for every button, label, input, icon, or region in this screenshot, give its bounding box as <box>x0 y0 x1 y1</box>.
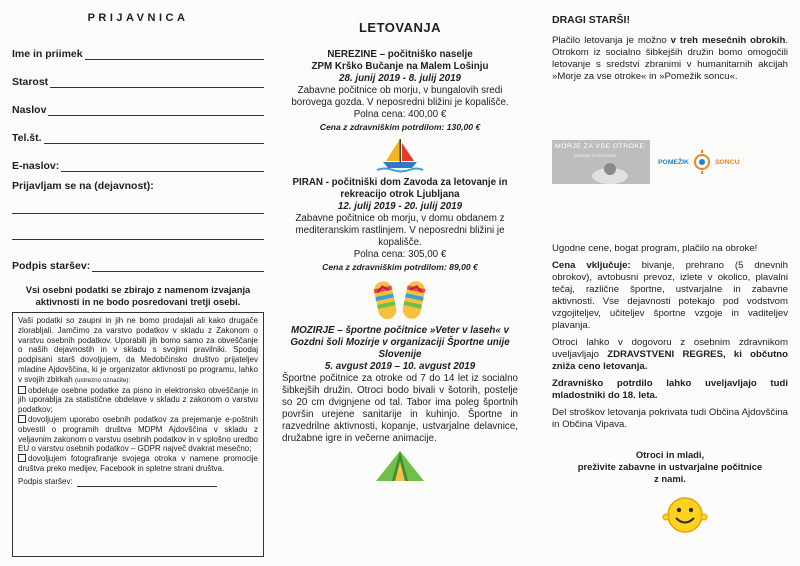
camp2-medical-price: Cena z zdravniškim potrdilom: 89,00 € <box>322 262 478 272</box>
age-label: Starost <box>12 76 49 88</box>
camp1-dates: 28. junij 2019 - 8. julij 2019 <box>339 73 461 84</box>
payment-paragraph: Plačilo letovanja je možno v treh mesečnih obrokih. Otrokom iz socialno šibkejših družin bomo omogočili letovanje s sredstvi zbranimi v humanitarnih akcijah »Morje za vse otroke« in »Pomežik soncu«. <box>552 35 789 82</box>
camp1-heading-1: NEREZINE – počitniško naselje <box>327 49 473 60</box>
registration-form <box>12 12 264 557</box>
activity-line-1[interactable] <box>12 200 264 214</box>
parent-signature-field[interactable] <box>12 252 264 272</box>
privacy-heading: Vsi osebni podatki se zbirajo z namenom izvajanja aktivnosti in ne bodo posredovani tretji osebi. <box>25 284 251 307</box>
sailboat-icon <box>375 137 425 173</box>
camp3-heading: MOZIRJE – športne počitnice »Veter v laseh« v Gozdni šoli Mozirje v organizaciji Športne unije Slovenije <box>290 325 510 360</box>
sun-icon <box>691 149 713 175</box>
parents-heading: DRAGI STARŠI! <box>552 14 630 26</box>
closing-message: Otroci in mladi, preživite zabavne in ustvarjalne počitnice z nami. <box>577 449 763 484</box>
camps-column <box>282 20 518 487</box>
camp2-price: Polna cena: 305,00 € <box>353 249 447 260</box>
consent-box <box>12 312 264 557</box>
parent-signature-label: Podpis staršev: <box>12 260 91 272</box>
consent-checkbox-2[interactable] <box>18 415 26 423</box>
pomezik-soncu-logo <box>658 149 740 175</box>
camp2-description: Zabavne počitnice ob morju, v domu obdanem z mediteranskim rastlinjem. V neposredni bližini je kopališče. <box>295 213 505 248</box>
consent-signature-field[interactable] <box>18 477 258 487</box>
camp3-dates: 5. avgust 2019 – 10. avgust 2019 <box>324 361 476 372</box>
email-field[interactable] <box>12 152 264 172</box>
camp3-description: Športne počitnice za otroke od 7 do 14 let iz socialno šibkejših družin. Otroci bodo bivali v šotorih, postelje so 20 cm dvignjene od tal. Tabor ima poleg športnih površin urejene sanitarije in kuhinjo. Športne in razvedrilne aktivnosti, kopanje, ustvarjalne delavnice, družabne igre in večerne animacije. <box>282 373 518 444</box>
camp2-dates: 12. julij 2019 - 20. julij 2019 <box>337 201 463 212</box>
municipality-paragraph: Del stroškov letovanja pokrivata tudi Občina Ajdovščina in Občina Vipava. <box>552 407 788 430</box>
medical-certificate-paragraph: Zdravniško potrdilo lahko uveljavljajo tudi mladostniki do 18. leta. <box>552 378 788 401</box>
consent-signature-label: Podpis staršev: <box>18 476 73 486</box>
consent-option-1: obdeluje osebne podatke za pisno in elektronsko obveščanje in jih uporablja za statistične obdelave v skladu z zakonom o varstvu podatkov; <box>18 385 258 415</box>
phone-label: Tel.št. <box>12 132 42 144</box>
flip-flops-icon <box>368 277 432 321</box>
hands-icon <box>590 158 630 184</box>
consent-option-2: dovoljujem uporabo osebnih podatkov za prejemanje e-poštnih obvestil o programih društva MDPM Ajdovščina v skladu z veljavnim zakonom o varstvu osebnih podatkov in v splošno uredbo EU o varstvu osebnih podatkov – GDPR največ dvakrat mesečno; <box>18 414 258 454</box>
activity-label: Prijavljam se na (dejavnost): <box>12 180 154 192</box>
consent-checkbox-3[interactable] <box>18 454 26 462</box>
name-field[interactable] <box>12 40 264 60</box>
camp1-heading-2: ZPM Krško Bučanje na Malem Lošinju <box>311 61 489 72</box>
phone-field[interactable] <box>12 124 264 144</box>
logo1-subtitle: donacije za letovanje <box>574 153 617 158</box>
email-label: E-naslov: <box>12 160 60 172</box>
camp-nerezine <box>282 49 518 133</box>
camp-piran <box>282 177 518 273</box>
address-field[interactable] <box>12 96 264 116</box>
logo1-title: MORJE ZA VSE OTROKE <box>555 143 645 150</box>
logo2-word-2: SONCU <box>714 158 740 166</box>
consent-checkbox-1[interactable] <box>18 386 26 394</box>
tent-icon <box>374 449 426 483</box>
smiley-icon <box>662 495 708 535</box>
address-label: Naslov <box>12 104 47 116</box>
consent-option-3: dovoljujem fotografiranje svojega otroka v namene promocije društva preko medijev, Facebook in spletne strani društva. <box>18 454 258 473</box>
morje-za-vse-otroke-logo <box>552 140 650 184</box>
camp1-medical-price: Cena z zdravniškim potrdilom: 130,00 € <box>319 122 481 132</box>
camp-mozirje <box>282 325 518 445</box>
activity-line-2[interactable] <box>12 226 264 240</box>
info-column <box>552 14 788 535</box>
price-includes-paragraph: Cena vključuje: bivanje, prehrano (5 dnevnih obrokov), avtobusni prevoz, izlete v okolico, plavalni tečaj, različne športne, ustvarjalne in zabavne aktivnosti. Vse dejavnosti potekajo pod vodstvom vzgojiteljev, učiteljev športne vzgoje in vaditeljev plavanja. <box>552 260 788 331</box>
consent-intro: Vaši podatki so zaupni in jih ne bomo prodajali ali kako drugače zlorabljali. Jamčimo za varstvo podatkov v skladu z Zakonom o varstvu osebnih podatkov. Uporabili jih bomo samo za obveščanje o naših dejavnostih in v skladu s svojimi pravilniki. Spodaj podpisani starš dovoljujem, da Medobčinsko društvo prijateljev mladine Ajdovščina, ki je organizator aktivnosti po programu, lahko v svojih zbirkah (ustrezno označite): <box>18 316 258 384</box>
camp1-price: Polna cena: 400,00 € <box>353 109 447 120</box>
camp1-description: Zabavne počitnice ob morju, v bungalovih sredi borovega gozda. V neposredni bližini je kopališče. <box>291 85 509 108</box>
form-title: PRIJAVNICA <box>87 12 189 24</box>
sponsor-logos <box>552 139 788 185</box>
prices-paragraph: Ugodne cene, bogat program, plačilo na obroke! <box>552 243 758 254</box>
logo2-word-1: POMEŽIK <box>658 158 689 166</box>
health-regres-paragraph: Otroci lahko v dogovoru z osebnim zdravnikom uveljavljajo ZDRAVSTVENI REGRES, ki občutno zniža ceno letovanja. <box>552 337 788 372</box>
camp2-heading: PIRAN - počitniški dom Zavoda za letovanje in rekreacijo otrok Ljubljana <box>292 177 508 200</box>
age-field[interactable] <box>12 68 264 88</box>
camps-title: LETOVANJA <box>358 20 442 35</box>
name-label: Ime in priimek <box>12 48 83 60</box>
